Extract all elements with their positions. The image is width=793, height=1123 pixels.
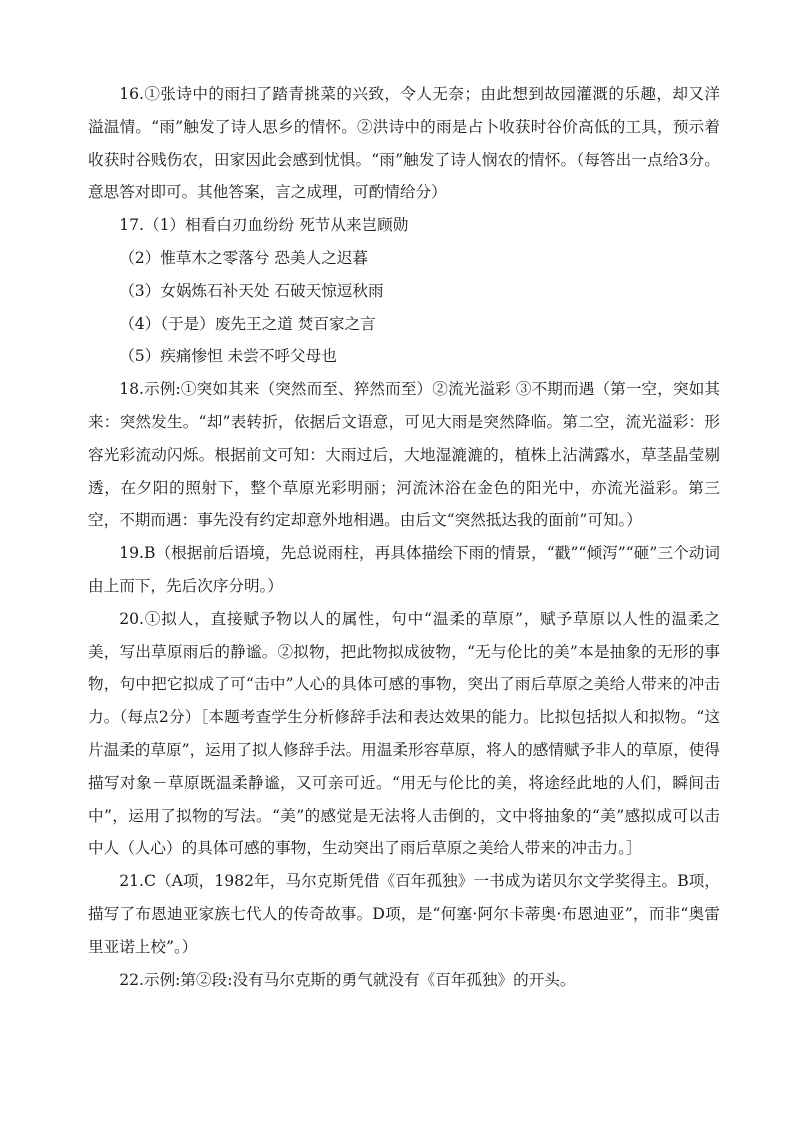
answer-22: 22.示例:第②段:没有马尔克斯的勇气就没有《百年孤独》的开头。 (119, 970, 576, 989)
answer-16: 16.①张诗中的雨扫了踏青挑菜的兴致，令人无奈；由此想到故园灌溉的乐趣，却又洋溢温情。“雨”触发了诗人思乡的情怀。②洪诗中的雨是占卜收获时谷价高低的工具，预示着收获时谷贱伤农，田家因此会感到忧惧。“雨”触发了诗人悯农的情怀。（每答出一点给3分。意思答对即可。其他答案，言之成理，可酌情给分） (88, 85, 720, 202)
answer-17-item-3: （3）女娲炼石补天处 石破天惊逗秋雨 (119, 281, 384, 300)
answer-17-item-5: （5）疾痛惨怛 未尝不呼父母也 (119, 347, 337, 366)
answer-17: 17.（1）相看白刃血纷纷 死节从来岂顾勋 (119, 216, 409, 235)
answer-17-item-2: （2）惟草木之零落兮 恐美人之迟暮 (119, 248, 368, 267)
answer-21: 21.C（A项，1982年，马尔克斯凭借《百年孤独》一书成为诺贝尔文学奖得主。B项，描写了布恩迪亚家族七代人的传奇故事。D项，是“何塞·阿尔卡蒂奥·布恩迪亚”，而非“奥雷里亚诺上校”。） (88, 872, 720, 956)
answer-18: 18.示例:①突如其来（突然而至、猝然而至）②流光溢彩 ③不期而遇（第一空，突如其来：突然发生。“却”表转折，依据后文语意，可见大雨是突然降临。第二空，流光溢彩：形容光彩流动闪烁。根据前文可知：大雨过后，大地湿漉漉的，植株上沾满露水，草茎晶莹剔透，在夕阳的照射下，整个草原光彩明丽；河流沐浴在金色的阳光中，亦流光溢彩。第三空，不期而遇：事先没有约定却意外地相遇。由后文“突然抵达我的面前”可知。） (88, 380, 720, 530)
answer-20: 20.①拟人，直接赋予物以人的属性，句中“温柔的草原”，赋予草原以人性的温柔之美，写出草原雨后的静谧。②拟物，把此物拟成彼物，“无与伦比的美”本是抽象的无形的事物，句中把它拟成了可“击中”人心的具体可感的事物，突出了雨后草原之美给人带来的冲击力。（每点2分）［本题考查学生分析修辞手法和表达效果的能力。比拟包括拟人和拟物。“这片温柔的草原”，运用了拟人修辞手法。用温柔形容草原，将人的感情赋予非人的草原，使得描写对象－草原既温柔静谧，又可亲可近。“用无与伦比的美，将途经此地的人们，瞬间击中”，运用了拟物的写法。“美”的感觉是无法将人击倒的，文中将抽象的“美”感拟成可以击中人（人心）的具体可感的事物，生动突出了雨后草原之美给人带来的冲击力。］ (88, 609, 720, 858)
answer-key-body (88, 78, 720, 996)
answer-19: 19.B（根据前后语境，先总说雨柱，再具体描绘下雨的情景，“戳”“倾泻”“砸”三个动词由上而下，先后次序分明。） (88, 544, 720, 595)
answer-17-item-4: （4）（于是）废先王之道 焚百家之言 (119, 314, 376, 333)
